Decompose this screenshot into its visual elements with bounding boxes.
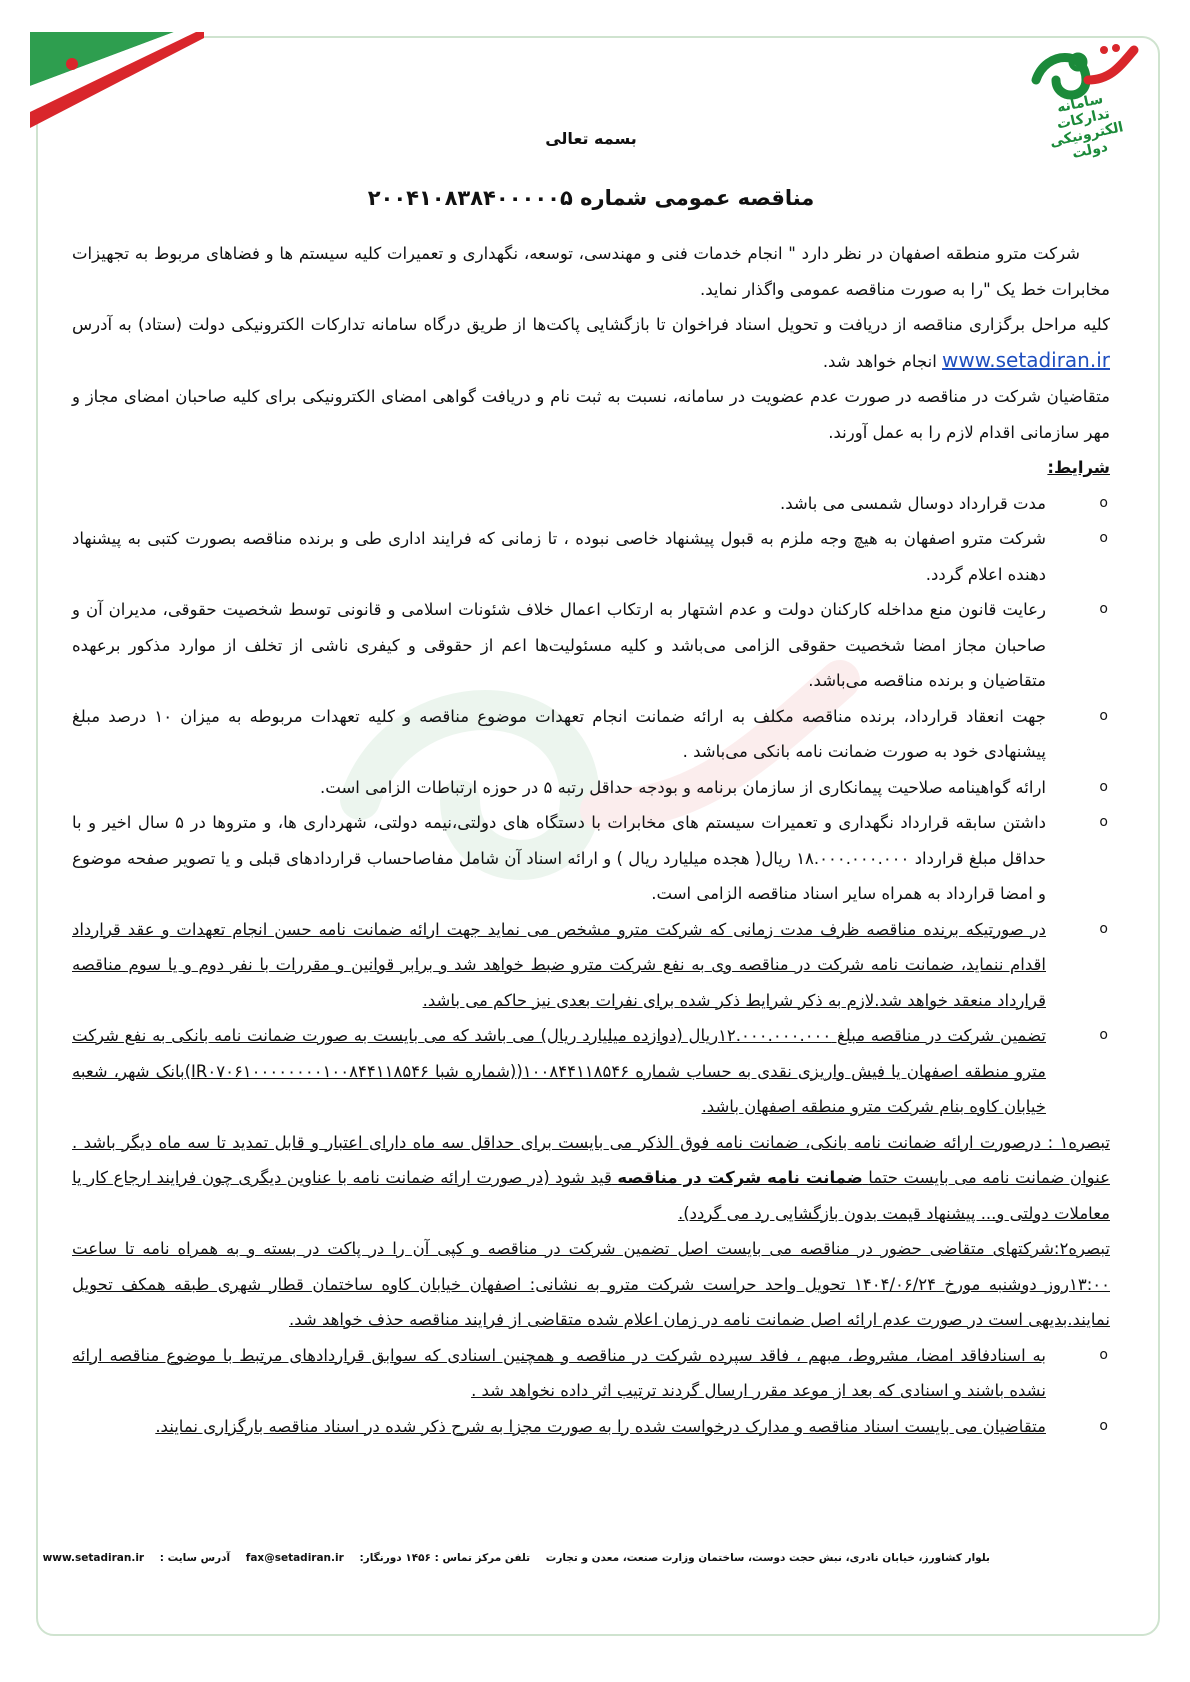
bullet-icon: o (1099, 707, 1108, 724)
tender-title: مناقصه عمومی شماره ۲۰۰۴۱۰۸۳۸۴۰۰۰۰۰۵ (367, 186, 815, 210)
condition-text: به اسنادفاقد امضا، مشروط، مبهم ، فاقد سپرده شرکت در مناقصه و همچنین اسنادی که سوابق قراردادهای مرتبط با موضوع مناقصه ارائه نشده باشند و اسنادی که بعد از موعد مقرر ارسال گردند ترتیب اثر داده نخواهد شد . (72, 1345, 1046, 1400)
bullet-icon: o (1099, 601, 1108, 617)
intro-paragraph-2 (72, 307, 1110, 379)
bullet-icon: o (1099, 1027, 1108, 1043)
list-item (72, 1409, 1110, 1445)
setad-website-link[interactable]: www.setadiran.ir (942, 347, 1110, 372)
note-1-text-b: قید شود (در صورت ارائه ضمانت نامه با عناوین دیگری چون فرایند ارجاع کار یا معاملات دولتی و... پیشنهاد قیمت بدون بازگشایی رد می گردد). (72, 1168, 1110, 1223)
condition-text: مدت قرارداد دوسال شمسی می باشد. (779, 493, 1046, 513)
footer-fax[interactable]: fax@setadiran.ir (245, 1552, 344, 1564)
conditions-list (72, 486, 1110, 1125)
list-item (72, 770, 1110, 806)
intro-paragraph-1: شرکت مترو منطقه اصفهان در نظر دارد " انجام خدمات فنی و مهندسی، توسعه، نگهداری و تعمیرات کلیه سیستم ها و فضاهای مربوط به تجهیزات مخابرات خط یک "را به صورت مناقصه عمومی واگذار نماید. (72, 244, 1110, 299)
page-footer (42, 1552, 990, 1564)
condition-text: داشتن سابقه قرارداد نگهداری و تعمیرات سیستم های مخابرات با دستگاه های دولتی،نیمه دولتی، شهرداری ها، و متروها در ۵ سال اخیر و با حداقل مبلغ قرارداد ۱۸.۰۰۰.۰۰۰.۰۰۰ ریال( هجده میلیارد ریال ) و ارائه اسناد آن شامل مفاصاحساب قراردادهای قبلی و یا تصویر صفحه موضوع و امضا قرارداد به همراه سایر اسناد مناقصه الزامی است. (72, 813, 1046, 903)
bullet-icon: o (1099, 1417, 1108, 1434)
bullet-icon: o (1099, 494, 1108, 511)
list-item (72, 699, 1110, 770)
bullet-icon: o (1099, 814, 1108, 830)
note-2: تبصره۲:شرکتهای متقاضی حضور در مناقصه می بایست اصل تضمین شرکت در مناقصه و کپی آن را در پاکت در بسته و به همراه نامه تا ساعت ۱۳:۰۰روز دوشنبه مورخ ۱۴۰۴/۰۶/۲۴ تحویل واحد حراست شرکت مترو به نشانی: اصفهان خیابان کاوه ساختمان قطار شهری طبقه همکف تحویل نمایند.بدیهی است در صورت عدم ارائه اصل ضمانت نامه در زمان اعلام شده متقاضی از فرایند مناقصه حذف خواهد شد. (72, 1239, 1110, 1329)
footer-site-link[interactable]: www.setadiran.ir (42, 1552, 145, 1564)
conditions-heading: شرایط: (1047, 458, 1110, 477)
note-1-bold-title: ضمانت نامه شرکت در مناقصه (617, 1168, 863, 1187)
list-item (72, 521, 1110, 592)
condition-text: رعایت قانون منع مداخله کارکنان دولت و عدم اشتهار به ارتکاب اعمال خلاف شئونات اسلامی و قانونی توسط شخصیت حقوقی، مدیران آن و صاحبان مجاز امضا شخصیت حقوقی الزامی می‌باشد و کلیه مسئولیت‌ها اعم از حقوقی و کیفری ناشی از تخلف از موارد مذکور برعهده متقاضیان و برنده مناقصه می‌باشد. (72, 600, 1046, 690)
footer-address: بلوار کشاورز، خیابان نادری، نبش حجت دوست، ساختمان وزارت صنعت، معدن و تجارت (545, 1552, 990, 1564)
footer-phone: تلفن مرکز تماس : ۱۴۵۶ دورنگار: (359, 1552, 531, 1564)
intro-p2-end: انجام خواهد شد. (822, 351, 937, 371)
logo-caption: سامانه تدارکات الکترونیکی دولت (1048, 90, 1125, 163)
footer-site-label: آدرس سایت : (159, 1552, 231, 1564)
note-1 (72, 1125, 1110, 1232)
note-1-text-a: تبصره۱ : درصورت ارائه ضمانت نامه بانکی، ضمانت نامه فوق الذکر می بایست برای حداقل سه ماه دارای اعتبار و قابل تمدید تا سه ماه دیگر باشد . عنوان ضمانت نامه می بایست حتما (72, 1132, 1110, 1187)
bullet-icon: o (1099, 1346, 1108, 1363)
list-item (72, 1338, 1110, 1409)
condition-text: متقاضیان می بایست اسناد مناقصه و مدارک درخواست شده را به صورت مجزا به شرح ذکر شده در اسناد مناقصه بارگزاری نمایند. (155, 1416, 1046, 1436)
condition-text: تضمین شرکت در مناقصه مبلغ ۱۲.۰۰۰.۰۰۰.۰۰۰ریال (دوازده میلیارد ریال) می باشد که می بایست به صورت ضمانت نامه بانکی به نفع شرکت مترو منطقه اصفهان یا فیش واریزی نقدی به حساب شماره ۱۰۰۸۴۴۱۱۸۵۴۶((شماره شبا IR۰۷۰۶۱۰۰۰۰۰۰۰۰۱۰۰۸۴۴۱۱۸۵۴۶)بانک شهر، شعبه خیابان کاوه بنام شرکت مترو منطقه اصفهان باشد. (72, 1026, 1046, 1116)
bullet-icon: o (1099, 530, 1108, 546)
bullet-icon: o (1099, 778, 1108, 795)
intro-paragraph-3: متقاضیان شرکت در مناقصه در صورت عدم عضویت در سامانه، نسبت به ثبت نام و دریافت گواهی امضای الکترونیکی برای کلیه صاحبان امضای مجاز و مهر سازمانی اقدام لازم را به عمل آورند. (72, 387, 1110, 442)
list-item (72, 805, 1110, 912)
condition-text: ارائه گواهینامه صلاحیت پیمانکاری از سازمان برنامه و بودجه حداقل رتبه ۵ در حوزه ارتباطات الزامی است. (320, 777, 1046, 797)
bullet-icon: o (1099, 920, 1108, 937)
document-body (72, 118, 1110, 1444)
list-item (72, 592, 1110, 699)
bismillah-heading: بسمه تعالی (545, 129, 637, 148)
extra-conditions-list (72, 1338, 1110, 1445)
condition-text: جهت انعقاد قرارداد، برنده مناقصه مکلف به ارائه ضمانت انجام تعهدات موضوع مناقصه و کلیه تعهدات مربوطه به میزان ۱۰ درصد مبلغ پیشنهادی خود به صورت ضمانت نامه بانکی می‌باشد . (72, 706, 1046, 761)
list-item (72, 912, 1110, 1019)
list-item (72, 486, 1110, 522)
condition-text: شرکت مترو اصفهان به هیچ وجه ملزم به قبول پیشنهاد خاصی نبوده ، تا زمانی که فرایند اداری طی و برنده مناقصه بصورت کتبی به پیشنهاد دهنده اعلام گردد. (72, 529, 1046, 584)
condition-text: در صورتیکه برنده مناقصه ظرف مدت زمانی که شرکت مترو مشخص می نماید جهت ارائه ضمانت نامه حسن انجام تعهدات و عقد قرارداد اقدام ننماید، ضمانت نامه شرکت در مناقصه وی به نفع شرکت مترو ضبط خواهد شد و برابر قوانین و مقررات با نفر دوم و یا سوم مناقصه قرارداد منعقد خواهد شد.لازم به ذکر شرایط ذکر شده برای نفرات بعدی نیز حاکم می باشد. (72, 919, 1046, 1010)
list-item (72, 1018, 1110, 1125)
intro-p2-text: کلیه مراحل برگزاری مناقصه از دریافت و تحویل اسناد فراخوان تا بازگشایی پاکت‌ها از طریق درگاه سامانه تدارکات الکترونیکی دولت (ستاد) به آدرس (72, 315, 1110, 334)
iran-flag-icon (24, 28, 204, 128)
